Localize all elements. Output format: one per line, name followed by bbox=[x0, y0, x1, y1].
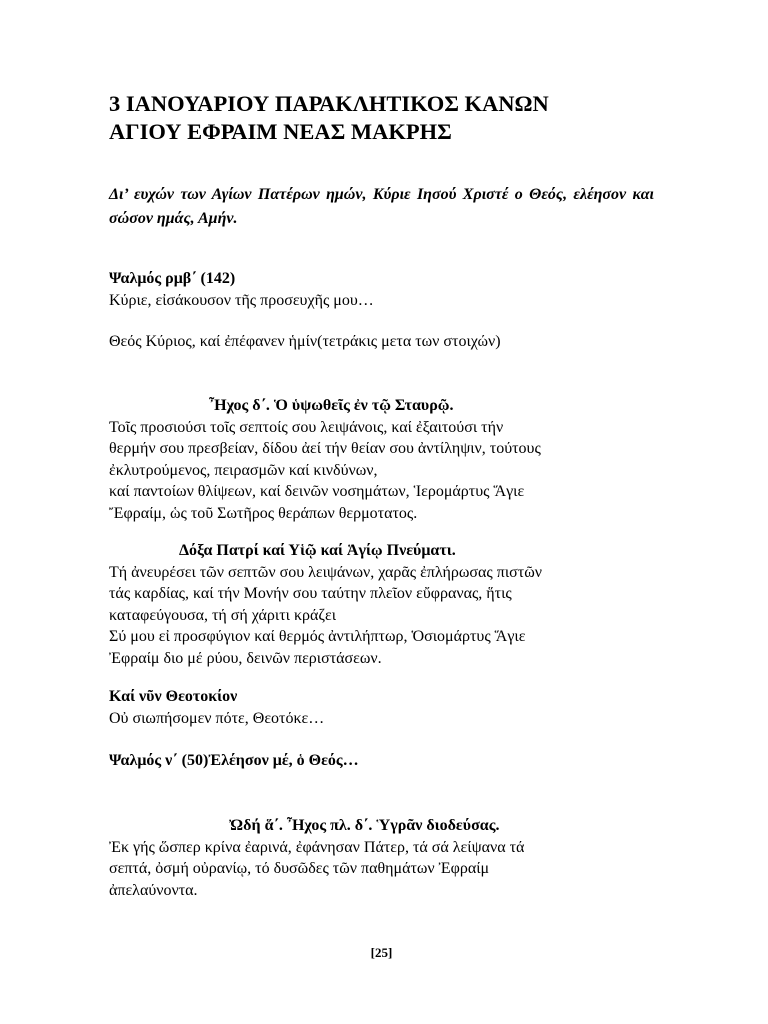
troparion-1-line: Τοῖς προσιούσι τοῖς σεπτοίς σου λειψάνοις, καί ἐξαιτούσι τήν bbox=[109, 418, 504, 436]
psalm-142-heading: Ψαλμός ρμβ΄ (142) bbox=[109, 270, 236, 287]
troparion-1-heading: Ἦχος δ΄. Ὁ ὑψωθεῖς ἐν τῷ Σταυρῷ. bbox=[209, 397, 454, 414]
document-title bbox=[109, 90, 654, 146]
title-line-2: ΑΓΙΟΥ ΕΦΡΑΙΜ ΝΕΑΣ ΜΑΚΡΗΣ bbox=[109, 119, 452, 144]
doxa-line: Σύ μου εἰ προσφύγιον καί θερμός ἀντιλήπτωρ, Ὁσιομάρτυς Ἅγιε bbox=[109, 628, 526, 645]
troparion-1-line: καί παντοίων θλίψεων, καί δεινῶν νοσημάτων, Ἱερομάρτυς Ἅγιε bbox=[109, 483, 525, 500]
invocation-text: Δι’ ευχών των Αγίων Πατέρων ημών, Κύριε Ιησού Χριστέ ο Θεός, ελέησον και σώσον ημάς, Αμήν. bbox=[109, 186, 654, 227]
theos-kyrios-text: Θεός Κύριος, καί ἐπέφανεν ἡμίν(τετράκις μετα των στοιχών) bbox=[109, 333, 501, 350]
troparion-1-line: ἐκλυτρούμενος, πειρασμῶν καί κινδύνων, bbox=[109, 461, 378, 479]
doxa-line: καταφεύγουσα, τή σή χάριτι κράζει bbox=[109, 606, 337, 624]
ode-1-line: σεπτά, ὀσμή οὐρανίῳ, τό δυσῶδες τῶν παθημάτων Ἐφραίμ bbox=[109, 860, 490, 877]
theotokion-heading: Καί νῦν Θεοτοκίον bbox=[109, 688, 238, 705]
psalm-142-section bbox=[109, 268, 654, 311]
doxa-section bbox=[109, 540, 654, 669]
doxa-heading: Δόξα Πατρί καί Υἱῷ καί Ἁγίῳ Πνεύματι. bbox=[179, 542, 456, 559]
psalm-142-verse: Κύριε, εἰσάκουσον τῆς προσευχῆς μου… bbox=[109, 291, 374, 309]
doxa-line: Τή ἀνευρέσει τῶν σεπτῶν σου λειψάνων, χαρᾶς ἐπλήρωσας πιστῶν bbox=[109, 563, 542, 581]
doxa-line: τάς καρδίας, καί τήν Μονήν σου ταύτην πλεῖον εὔφρανας, ἥτις bbox=[109, 585, 512, 602]
theotokion-line: Οὐ σιωπήσομεν πότε, Θεοτόκε… bbox=[109, 709, 325, 727]
psalm-50-section bbox=[109, 750, 654, 772]
title-line-1: 3 ΙΑΝΟΥΑΡΙΟΥ ΠΑΡΑΚΛΗΤΙΚΟΣ ΚΑΝΩΝ bbox=[109, 91, 549, 116]
psalm-50-heading: Ψαλμός ν΄ (50)Ἐλέησον μέ, ὁ Θεός… bbox=[109, 752, 359, 769]
ode-1-section bbox=[109, 815, 654, 901]
theos-kyrios-line bbox=[109, 331, 654, 353]
ode-1-heading: Ὠδή ἅ΄. Ἦχος πλ. δ΄. Ὑγρᾶν διοδεύσας. bbox=[229, 817, 500, 834]
page-number: [25] bbox=[370, 945, 393, 960]
troparion-1-section bbox=[109, 395, 654, 524]
ode-1-line: ἀπελαύνοντα. bbox=[109, 881, 198, 899]
doxa-line: Ἐφραίμ διο μέ ρύου, δεινῶν περιστάσεων. bbox=[109, 649, 382, 667]
ode-1-line: Ἐκ γής ὥσπερ κρίνα ἐαρινά, ἐφάνησαν Πάτερ, τά σά λείψανα τά bbox=[109, 838, 525, 856]
troparion-1-line: θερμήν σου πρεσβείαν, δίδου ἀεί τήν θείαν σου ἀντίληψιν, τούτους bbox=[109, 440, 541, 457]
troparion-1-line: Ἔφραίμ, ὡς τοῦ Σωτῆρος θεράπων θερμοτατος. bbox=[109, 504, 418, 522]
theotokion-section bbox=[109, 686, 654, 729]
